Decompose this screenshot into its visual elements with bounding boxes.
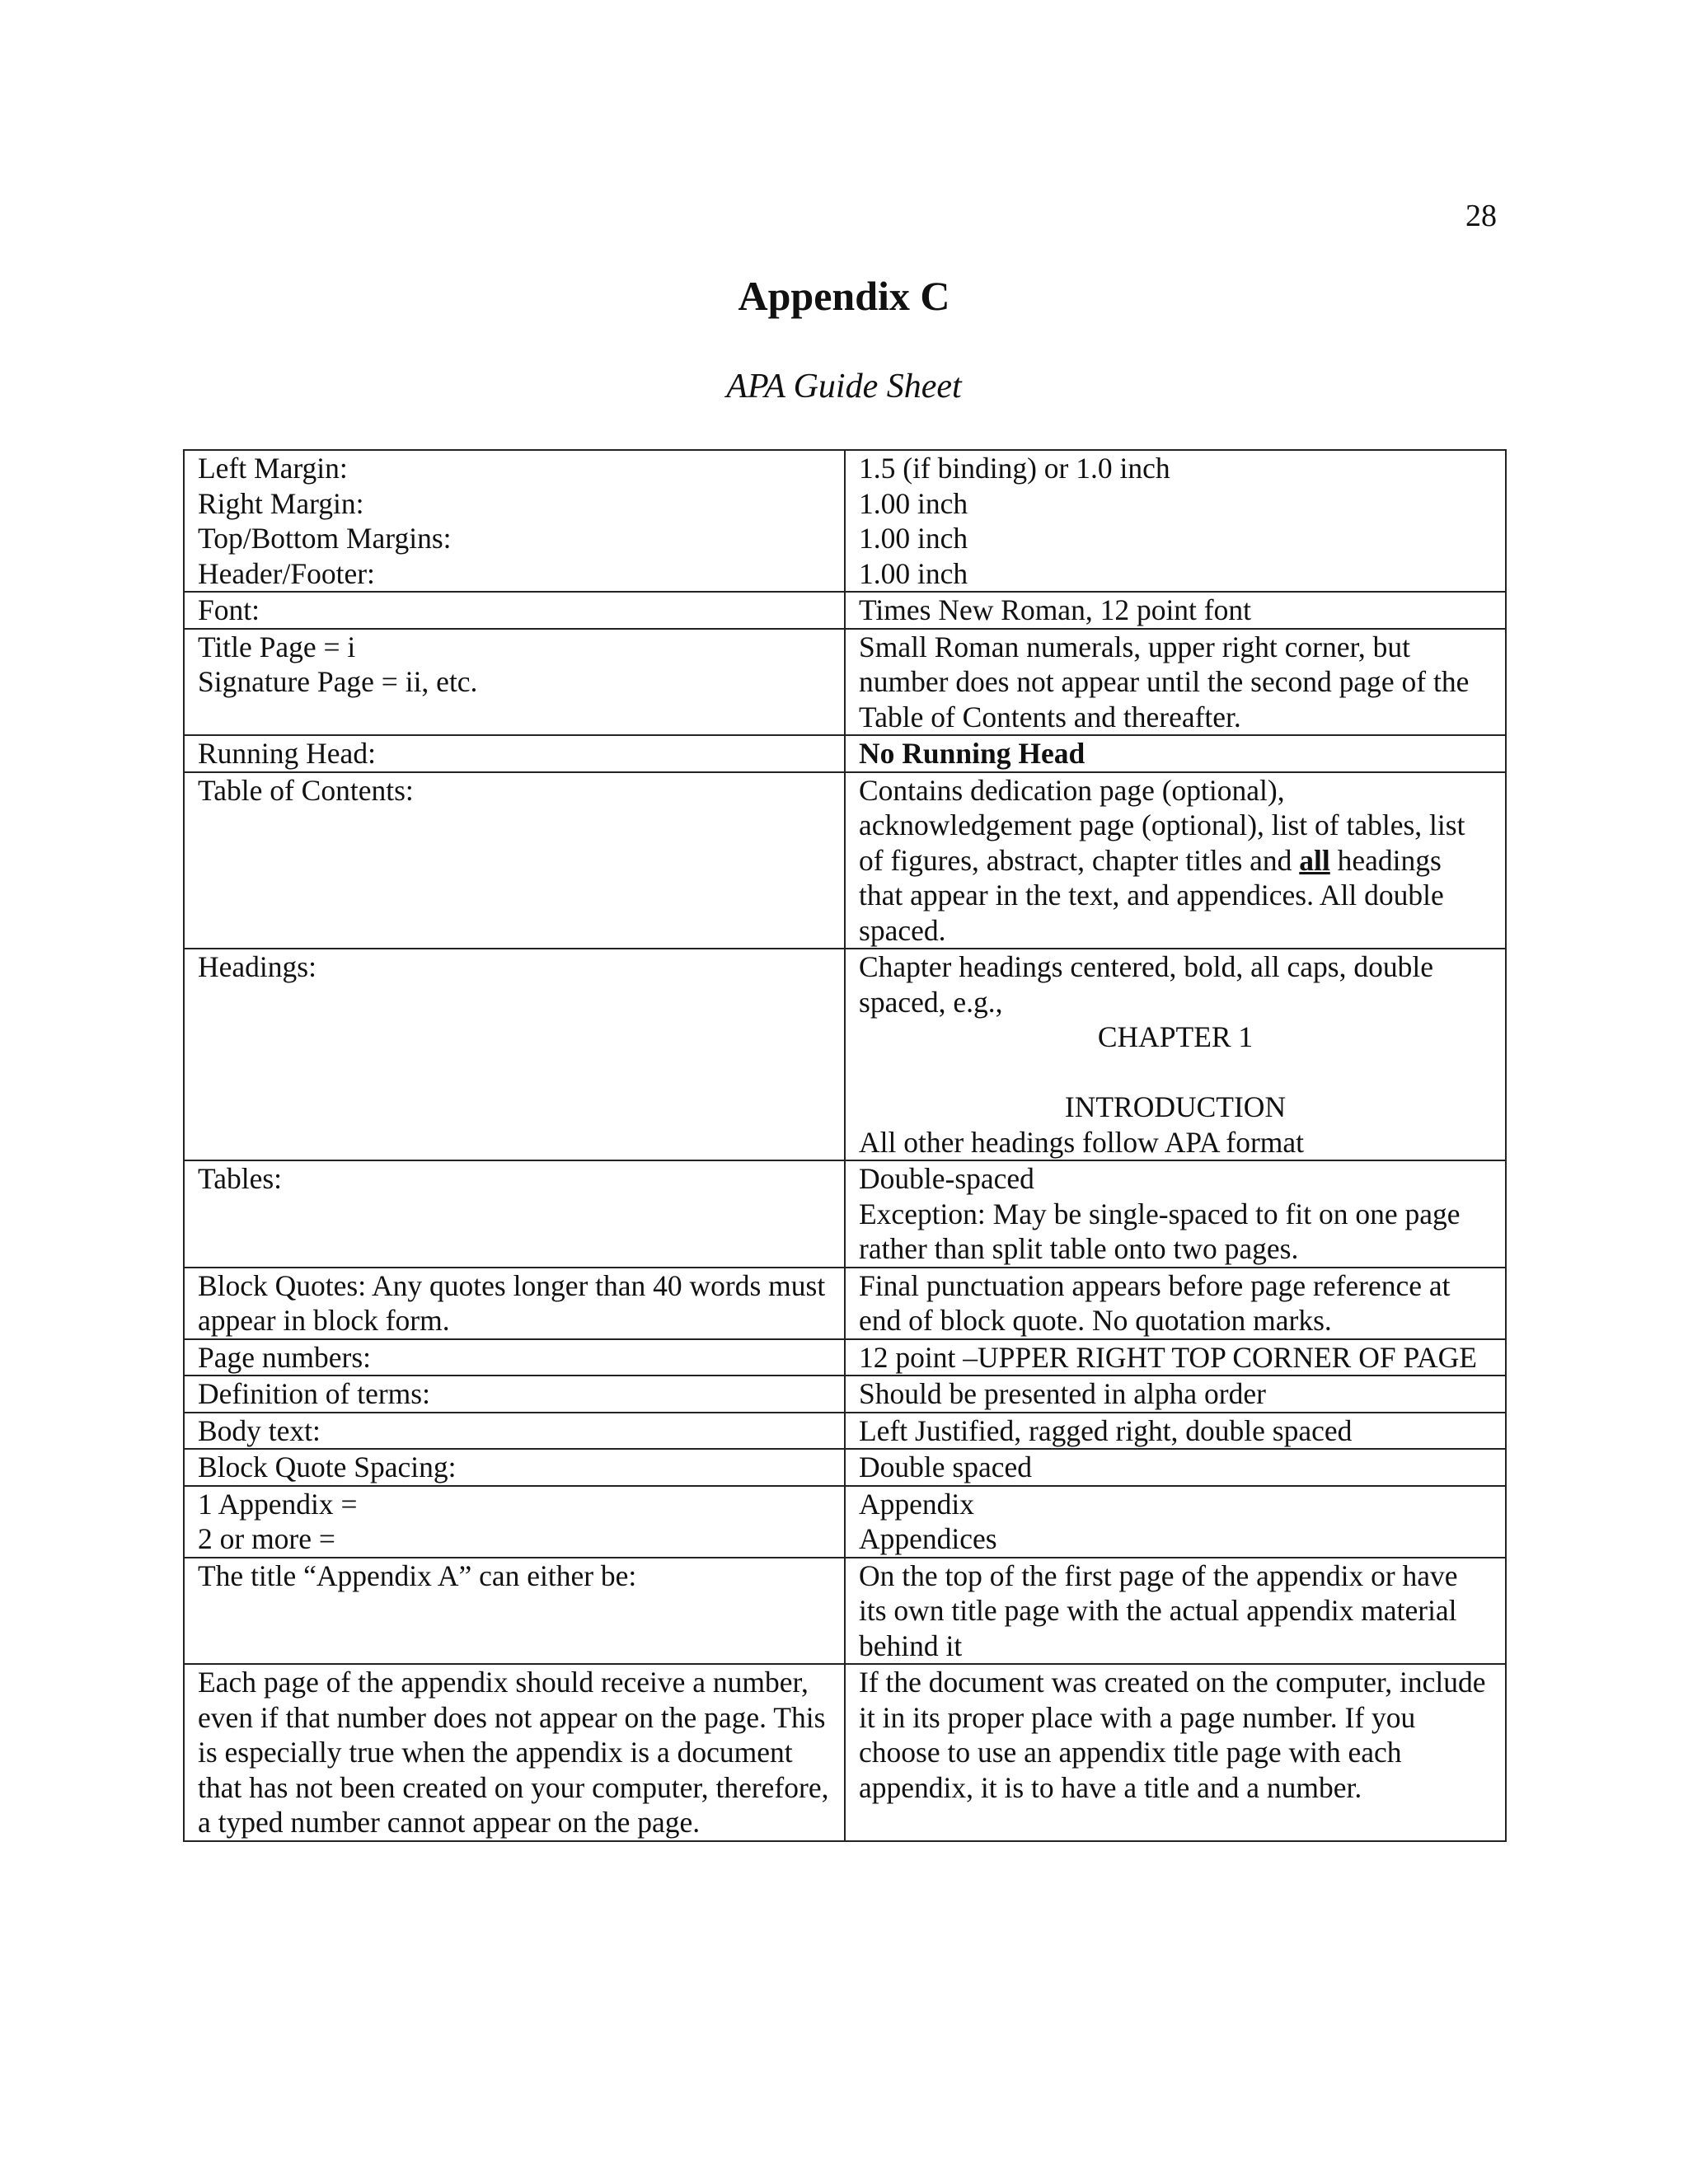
label-top-bottom-margins: Top/Bottom Margins: <box>198 522 452 555</box>
table-row-tables <box>184 1160 1506 1268</box>
cell-value: Left Justified, ragged right, double spaced <box>845 1413 1506 1450</box>
cell-label: Headings: <box>184 949 845 1160</box>
cell-label: Running Head: <box>184 735 845 772</box>
cell-label: Definition of terms: <box>184 1376 845 1413</box>
toc-text-after: headings that appear in the text, and appendices. All double spaced. <box>859 843 1444 947</box>
table-row-appendix-title <box>184 1558 1506 1665</box>
page-subtitle: APA Guide Sheet <box>726 368 962 405</box>
value-header-footer: 1.00 inch <box>859 556 968 590</box>
table-row-font <box>184 592 1506 629</box>
apa-guide-table <box>183 449 1507 1842</box>
label-signature-page: Signature Page = ii, etc. <box>198 665 478 698</box>
cell-label: Page numbers: <box>184 1339 845 1376</box>
cell-label: The title “Appendix A” can either be: <box>184 1558 845 1665</box>
cell-value <box>845 450 1506 592</box>
value-one-appendix: Appendix <box>859 1487 975 1521</box>
page-title: Appendix C <box>738 273 950 319</box>
running-head-value: No Running Head <box>859 737 1085 770</box>
headings-outro: All other headings follow APA format <box>859 1125 1305 1159</box>
value-two-or-more: Appendices <box>859 1522 997 1555</box>
cell-label <box>184 629 845 736</box>
cell-value: Times New Roman, 12 point font <box>845 592 1506 629</box>
label-two-or-more: 2 or more = <box>198 1522 335 1555</box>
table-row-block-quotes <box>184 1268 1506 1339</box>
value-left-margin: 1.5 (if binding) or 1.0 inch <box>859 452 1170 485</box>
cell-value: Double spaced <box>845 1449 1506 1486</box>
cell-label: Table of Contents: <box>184 772 845 949</box>
table-row-appendix-count <box>184 1486 1506 1558</box>
cell-value <box>845 949 1506 1160</box>
cell-label: Block Quotes: Any quotes longer than 40 words must appear in block form. <box>184 1268 845 1339</box>
table-row-page-numbers <box>184 1339 1506 1376</box>
toc-emphasis: all <box>1299 843 1330 877</box>
cell-value: Small Roman numerals, upper right corner, but number does not appear until the second page of the Table of Contents and thereafter. <box>845 629 1506 736</box>
table-row-definition <box>184 1376 1506 1413</box>
label-right-margin: Right Margin: <box>198 486 364 520</box>
cell-label: Each page of the appendix should receive a number, even if that number does not appear on the page. This is especially true when the appendix is a document that has not been created on your computer, therefore, a typed number cannot appear on the page. <box>184 1664 845 1841</box>
cell-value <box>845 735 1506 772</box>
table-row-toc <box>184 772 1506 949</box>
label-left-margin: Left Margin: <box>198 452 348 485</box>
toc-text-before: Contains dedication page (optional), acknowledgement page (optional), list of tables, list of figures, abstract, chapter titles and <box>859 773 1465 877</box>
cell-label <box>184 450 845 592</box>
cell-value: 12 point –UPPER RIGHT TOP CORNER OF PAGE <box>845 1339 1506 1376</box>
table-row-headings <box>184 949 1506 1160</box>
cell-label: Body text: <box>184 1413 845 1450</box>
cell-label <box>184 1486 845 1558</box>
cell-value: Should be presented in alpha order <box>845 1376 1506 1413</box>
label-title-page: Title Page = i <box>198 630 356 663</box>
table-row-running-head <box>184 735 1506 772</box>
cell-value <box>845 1160 1506 1268</box>
cell-value <box>845 772 1506 949</box>
table-row-body-text <box>184 1413 1506 1450</box>
tables-second: Exception: May be single-spaced to fit on one page rather than split table onto two pages. <box>859 1197 1461 1265</box>
cell-value: If the document was created on the computer, include it in its proper place with a page number. If you choose to use an appendix title page with each appendix, it is to have a title and a number. <box>845 1664 1506 1841</box>
table-row-margins <box>184 450 1506 592</box>
blank-line <box>859 1055 1492 1090</box>
cell-value <box>845 1486 1506 1558</box>
tables-first: Double-spaced <box>859 1162 1034 1195</box>
headings-example-title: INTRODUCTION <box>1064 1090 1287 1123</box>
page-number: 28 <box>1465 199 1497 233</box>
table-row-title-page <box>184 629 1506 736</box>
value-top-bottom-margins: 1.00 inch <box>859 522 968 555</box>
cell-label: Block Quote Spacing: <box>184 1449 845 1486</box>
label-header-footer: Header/Footer: <box>198 556 375 590</box>
cell-value: On the top of the first page of the appendix or have its own title page with the actual appendix material behind it <box>845 1558 1506 1665</box>
label-one-appendix: 1 Appendix = <box>198 1487 358 1521</box>
headings-example-chapter: CHAPTER 1 <box>1097 1020 1254 1053</box>
cell-label: Tables: <box>184 1160 845 1268</box>
table-row-block-quote-spacing <box>184 1449 1506 1486</box>
table-row-appendix-pages <box>184 1664 1506 1841</box>
headings-intro: Chapter headings centered, bold, all caps, double spaced, e.g., <box>859 950 1433 1019</box>
value-right-margin: 1.00 inch <box>859 486 968 520</box>
cell-label: Font: <box>184 592 845 629</box>
cell-value: Final punctuation appears before page reference at end of block quote. No quotation marks. <box>845 1268 1506 1339</box>
